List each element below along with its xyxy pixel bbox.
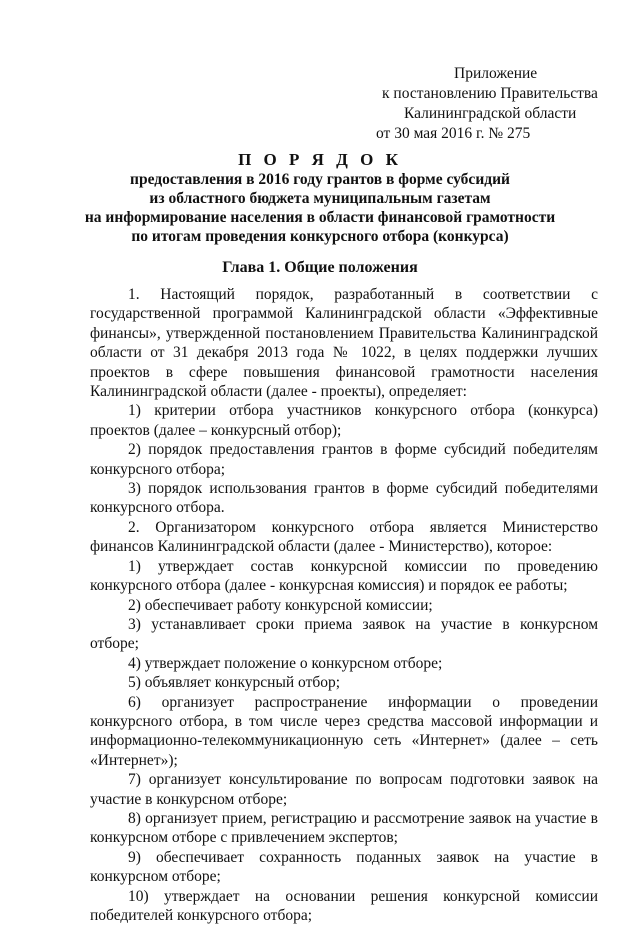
paragraph: 1. Настоящий порядок, разработанный в соответствии с государственной программой Калининградской области «Эффективные финансы», утвержденной постановлением Правительства Калининградской области от 31 декабря 2013 года № 1022, в целях поддержки лучших проектов в сфере повышения финансовой грамотности населения Калининградской области (далее - проекты), определяет:: [90, 286, 598, 401]
document-body: [90, 285, 598, 925]
paragraph: 8) организует прием, регистрацию и рассмотрение заявок на участие в конкурсном отборе с привлечением экспертов;: [90, 809, 598, 847]
appendix-line-2: к постановлению Правительства: [382, 85, 598, 102]
paragraph: 10) утверждает на основании решения конкурсной комиссии победителей конкурсного отбора;: [90, 887, 598, 924]
subtitle-line: предоставления в 2016 году грантов в форме субсидий: [130, 171, 510, 188]
paragraph: 2) обеспечивает работу конкурсной комиссии;: [128, 596, 433, 614]
paragraph: 6) организует распространение информации о проведении конкурсного отбора, в том числе через средства массовой информации и информационно-телекоммуникационную сеть «Интернет» (далее – сеть «Интернет»);: [90, 693, 598, 769]
subtitle-line: на информирование населения в области финансовой грамотности: [84, 209, 556, 226]
appendix-line-4: от 30 мая 2016 г. № 275: [376, 125, 531, 142]
appendix-line-1: Приложение: [454, 65, 538, 82]
paragraph: 2. Организатором конкурсного отбора является Министерство финансов Калининградской области (далее - Министерство), которое:: [90, 518, 598, 556]
paragraph: 3) порядок использования грантов в форме субсидий победителями конкурсного отбора.: [90, 480, 598, 517]
paragraph: 9) обеспечивает сохранность поданных заявок на участие в конкурсном отборе;: [90, 848, 598, 886]
subtitle-line: по итогам проведения конкурсного отбора (конкурса): [131, 228, 509, 245]
paragraph: 1) утверждает состав конкурсной комиссии по проведению конкурсного отбора (далее - конкурсная комиссия) и порядок ее работы;: [90, 557, 598, 595]
paragraph: 3) устанавливает сроки приема заявок на участие в конкурсном отборе;: [90, 615, 598, 653]
paragraph: 5) объявляет конкурсный отбор;: [128, 674, 341, 692]
appendix-line-3: Калининградской области: [404, 105, 577, 122]
appendix-header: [372, 64, 612, 144]
document-subtitle: [0, 170, 640, 246]
subtitle-line: из областного бюджета муниципальным газетам: [149, 190, 491, 207]
paragraph: 1) критерии отбора участников конкурсного отбора (конкурса) проектов (далее – конкурсный отбор);: [90, 402, 598, 439]
paragraph: 4) утверждает положение о конкурсном отборе;: [128, 654, 443, 672]
paragraph: 2) порядок предоставления грантов в форме субсидий победителям конкурсного отбора;: [90, 441, 598, 478]
document-title: П О Р Я Д О К: [238, 150, 402, 169]
chapter-heading: Глава 1. Общие положения: [222, 259, 418, 276]
paragraph: 7) организует консультирование по вопросам подготовки заявок на участие в конкурсном отборе;: [90, 771, 598, 808]
